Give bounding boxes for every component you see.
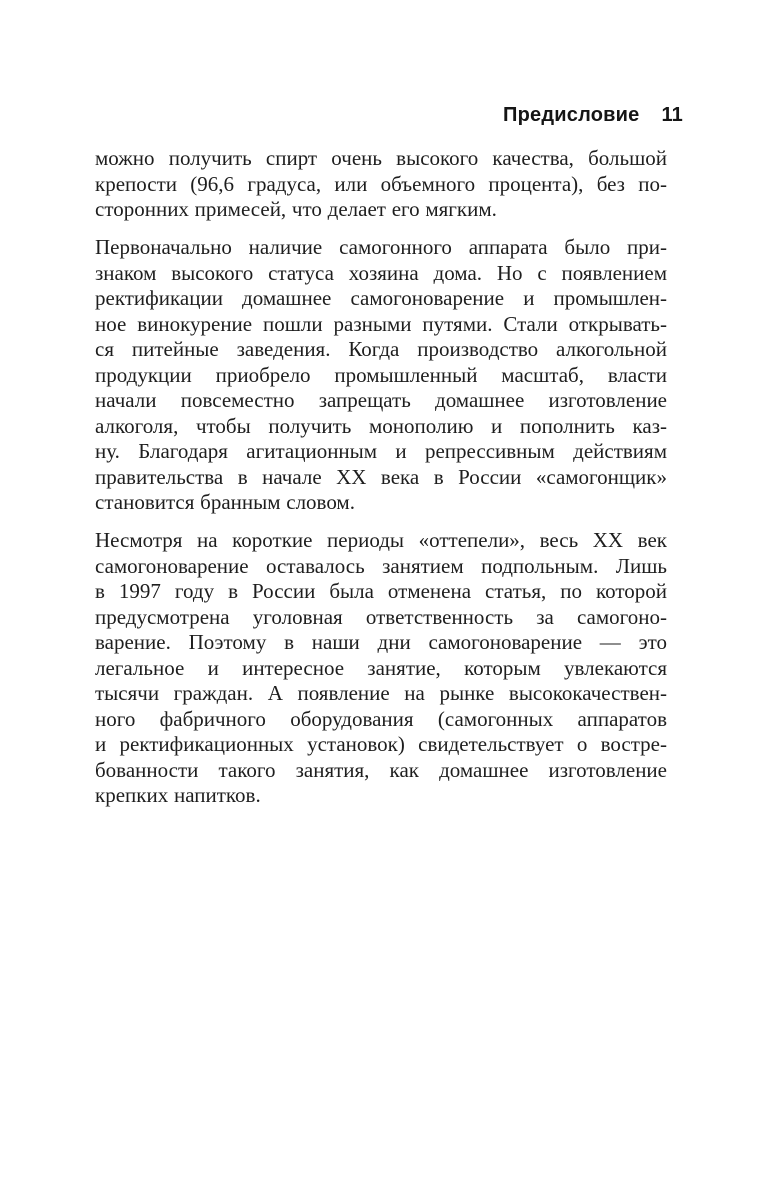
text-line: можно получить спирт очень высокого качества, большой bbox=[95, 146, 667, 170]
text-line: ного фабричного оборудования (самогонных аппаратов bbox=[95, 706, 667, 731]
text-line: варение. Поэтому в наши дни самогоноварение — это bbox=[95, 630, 667, 654]
paragraph bbox=[95, 235, 667, 516]
paragraph bbox=[95, 528, 667, 809]
text-line: правительства в начале XX века в России «самогонщик» bbox=[95, 464, 667, 489]
text-line: крепких напитков. bbox=[95, 783, 261, 807]
text-line: ное винокурение пошли разными путями. Стали открывать- bbox=[95, 311, 667, 336]
text-line: и ректификационных установок) свидетельствует о востре- bbox=[95, 732, 667, 756]
text-line: предусмотрена уголовная ответственность за самогоно- bbox=[95, 604, 667, 629]
text-line: в 1997 году в России была отменена статья, по которой bbox=[95, 579, 667, 603]
text-line: продукции приобрело промышленный масштаб, власти bbox=[95, 362, 667, 387]
text-line: ся питейные заведения. Когда производство алкогольной bbox=[95, 337, 667, 361]
text-line: сторонних примесей, что делает его мягким. bbox=[95, 197, 497, 221]
body-text bbox=[95, 146, 667, 809]
running-title: Предисловие bbox=[503, 104, 640, 126]
text-line: Первоначально наличие самогонного аппарата было при- bbox=[95, 235, 667, 259]
text-line: бованности такого занятия, как домашнее изготовление bbox=[95, 757, 667, 782]
text-line: тысячи граждан. А появление на рынке высококачествен- bbox=[95, 681, 667, 705]
text-line: алкоголя, чтобы получить монополию и пополнить каз- bbox=[95, 413, 667, 438]
text-line: крепости (96,6 градуса, или объемного процента), без по- bbox=[95, 171, 667, 196]
text-line: начали повсеместно запрещать домашнее изготовление bbox=[95, 388, 667, 412]
text-line: самогоноварение оставалось занятием подпольным. Лишь bbox=[95, 553, 667, 578]
text-line: легальное и интересное занятие, которым увлекаются bbox=[95, 655, 667, 680]
text-line: ректификации домашнее самогоноварение и промышлен- bbox=[95, 286, 667, 310]
running-header bbox=[503, 104, 683, 126]
text-line: становится бранным словом. bbox=[95, 490, 355, 514]
page-number: 11 bbox=[661, 104, 683, 126]
paragraph bbox=[95, 146, 667, 223]
text-line: ну. Благодаря агитационным и репрессивным действиям bbox=[95, 439, 667, 463]
text-line: знаком высокого статуса хозяина дома. Но с появлением bbox=[95, 260, 667, 285]
text-line: Несмотря на короткие периоды «оттепели», весь XX век bbox=[95, 528, 667, 552]
